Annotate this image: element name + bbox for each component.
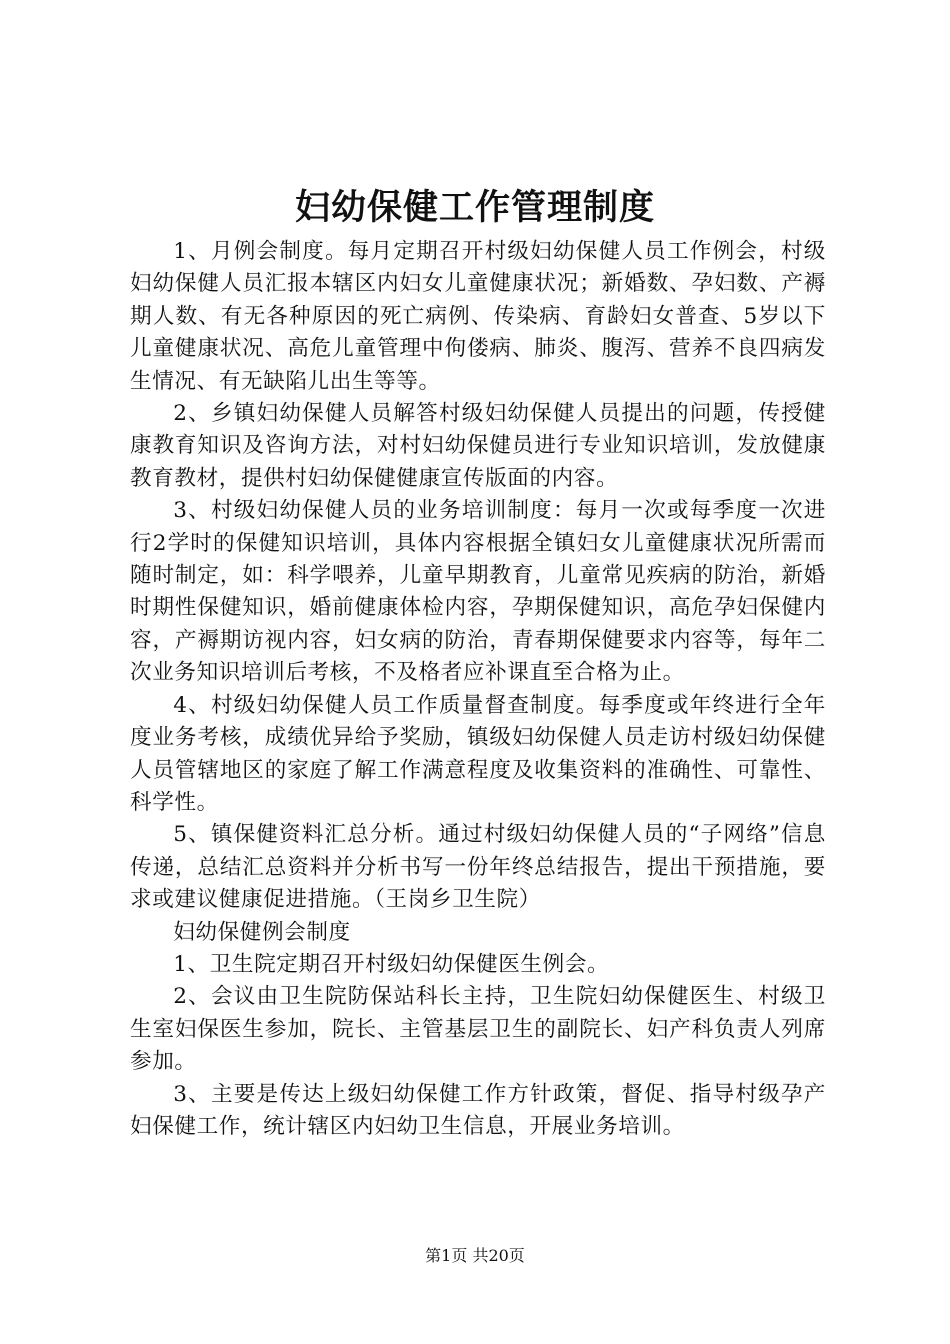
paragraph-meeting-item-2: 2、会议由卫生院防保站科长主持，卫生院妇幼保健医生、村级卫生室妇保医生参加，院长、主管基层卫生的副院长、妇产科负责人列席参加。 [130, 984, 826, 1075]
paragraph-meeting-item-1: 1、卫生院定期召开村级妇幼保健医生例会。 [173, 951, 610, 977]
paragraph-township-answers: 2、乡镇妇幼保健人员解答村级妇幼保健人员提出的问题，传授健康教育知识及咨询方法，对村妇幼保健员进行专业知识培训，发放健康教育教材，提供村妇幼保健健康宣传版面的内容。 [130, 401, 826, 491]
page-number-footer: 第1页 共20页 [425, 1246, 525, 1265]
document-title: 妇幼保健工作管理制度 [294, 187, 655, 228]
document-body [130, 236, 826, 1143]
paragraph-data-analysis: 5、镇保健资料汇总分析。通过村级妇幼保健人员的“子网络”信息传递，总结汇总资料并分析书写一份年终总结报告，提出干预措施，要求或建议健康促进措施。（王岗乡卫生院） [130, 822, 826, 913]
paragraph-meeting-item-3: 3、主要是传达上级妇幼保健工作方针政策，督促、指导村级孕产妇保健工作，统计辖区内妇幼卫生信息，开展业务培训。 [130, 1081, 826, 1139]
paragraph-monthly-meeting: 1、月例会制度。每月定期召开村级妇幼保健人员工作例会，村级妇幼保健人员汇报本辖区内妇女儿童健康状况；新婚数、孕妇数、产褥期人数、有无各种原因的死亡病例、传染病、育龄妇女普查、5岁以下儿童健康状况、高危儿童管理中佝偻病、肺炎、腹泻、营养不良四病发生情况、有无缺陷儿出生等等。 [130, 239, 826, 394]
paragraph-training-system: 3、村级妇幼保健人员的业务培训制度：每月一次或每季度一次进行2学时的保健知识培训，具体内容根据全镇妇女儿童健康状况所需而随时制定，如：科学喂养，儿童早期教育，儿童常见疾病的防治，新婚时期性保健知识，婚前健康体检内容，孕期保健知识，高危孕妇保健内容，产褥期访视内容，妇女病的防治，青春期保健要求内容等，每年二次业务知识培训后考核，不及格者应补课直至合格为止。 [130, 498, 826, 686]
paragraph-quality-supervision: 4、村级妇幼保健人员工作质量督查制度。每季度或年终进行全年度业务考核，成绩优异给予奖励，镇级妇幼保健人员走访村级妇幼保健人员管辖地区的家庭了解工作满意程度及收集资料的准确性、可靠性、科学性。 [130, 692, 826, 815]
section-heading-meeting-system: 妇幼保健例会制度 [173, 919, 351, 945]
